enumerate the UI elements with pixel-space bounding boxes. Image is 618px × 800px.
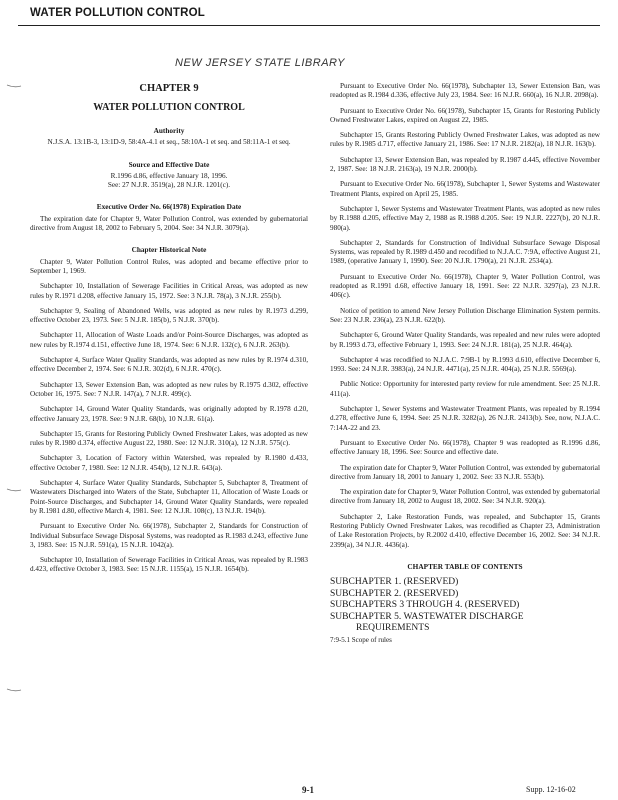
- library-stamp: NEW JERSEY STATE LIBRARY: [175, 57, 345, 69]
- margin-mark: [6, 488, 22, 492]
- history-paragraph: Subchapter 10, Installation of Sewerage Facilities in Critical Areas, was repealed by R.1983 d.423, effective October 3, 1983. See: 15 N.J.R. 1155(a), 15 N.J.R. 1654(b).: [30, 556, 308, 574]
- history-paragraph: Subchapter 4, Surface Water Quality Standards, Subchapter 5, Subchapter 8, Treatment of Wastewaters Discharged into Waters of the State, Subchapter 11, Allocation of Waste Loads or Point-Source Discharges, and Subchapter 14, Ground Water Quality Standards, were repealed by R.1981 d.80, effective March 4, 1981. See: 12 N.J.R. 108(c), 13 N.J.R. 194(b).: [30, 479, 308, 515]
- toc-rule-entry[interactable]: 7:9-5.1 Scope of rules: [330, 635, 392, 644]
- margin-mark: [6, 688, 22, 692]
- history-heading: Chapter Historical Note: [131, 245, 207, 255]
- history-paragraph: The expiration date for Chapter 9, Water Pollution Control, was extended by gubernatorial directive from January 18, 2002 to August 18, 2002. See: 34 N.J.R. 920(a).: [330, 488, 600, 506]
- history-paragraph: Notice of petition to amend New Jersey Pollution Discharge Elimination System permits. See: 23 N.J.R. 236(a), 23 N.J.R. 622(b).: [330, 306, 600, 324]
- right-column: [330, 82, 600, 645]
- history-paragraph: Subchapter 15, Grants for Restoring Publicly Owned Freshwater Lakes, was adopted as new rules by R.1980 d.374, effective August 22, 1980. See: 12 N.J.R. 310(a), 12 N.J.R. 575(c).: [30, 429, 308, 448]
- chapter-title: WATER POLLUTION CONTROL: [93, 102, 245, 113]
- toc-item[interactable]: SUBCHAPTERS 3 THROUGH 4. (RESERVED): [330, 600, 520, 611]
- source-line: See: 27 N.J.R. 3519(a), 28 N.J.R. 1201(c).: [107, 181, 231, 190]
- page-number: 9-1: [302, 785, 314, 795]
- header-rule: [18, 25, 600, 26]
- chapter-number: CHAPTER 9: [139, 83, 199, 94]
- toc-item-continuation: REQUIREMENTS: [356, 623, 430, 634]
- history-paragraph: Pursuant to Executive Order No. 66(1978), Subchapter 1, Sewer Systems and Wastewater Treatment Plants, expired on April 25, 1985.: [330, 180, 600, 198]
- history-paragraph: Subchapter 4, Surface Water Quality Standards, was adopted as new rules by R.1974 d.310, effective December 2, 1974. See: 6 N.J.R. 302(d), 6 N.J.R. 470(c).: [30, 356, 308, 374]
- history-paragraph: Pursuant to Executive Order No. 66(1978), Subchapter 13, Sewer Extension Ban, was readopted as R.1984 d.336, effective July 23, 1984. See: 16 N.J.R. 660(a), 16 N.J.R. 2098(a).: [330, 82, 600, 100]
- toc-heading: CHAPTER TABLE OF CONTENTS: [407, 561, 523, 571]
- history-paragraph: Subchapter 10, Installation of Sewerage Facilities in Critical Areas, was adopted as new rules by R.1971 d.208, effective January 15, 1972. See: 3 N.J.R. 78(a), 3 N.J.R. 255(b).: [30, 282, 308, 300]
- history-paragraph: Public Notice: Opportunity for interested party review for rule amendment. See: 25 N.J.R. 411(a).: [330, 380, 600, 398]
- toc-item[interactable]: SUBCHAPTER 5. WASTEWATER DISCHARGE: [330, 611, 524, 622]
- left-column: [30, 82, 308, 581]
- authority-heading: Authority: [153, 126, 185, 135]
- history-paragraph: Subchapter 13, Sewer Extension Ban, was repealed by R.1987 d.445, effective November 2, 1987. See: 18 N.J.R. 2163(a), 19 N.J.R. 2000(b).: [330, 155, 600, 174]
- history-paragraph: Subchapter 11, Allocation of Waste Loads and/or Point-Source Discharges, was adopted as new rules by R.1974 d.151, effective June 18, 1974. See: 6 N.J.R. 132(c), 6 N.J.R. 263(b).: [30, 331, 308, 349]
- source-heading: Source and Effective Date: [128, 159, 210, 169]
- history-paragraph: Subchapter 6, Ground Water Quality Standards, was repealed and new rules were adopted by R.1993 d.73, effective February 1, 1993. See: 24 N.J.R. 181(a), 25 N.J.R. 464(a).: [330, 331, 600, 349]
- toc-item[interactable]: SUBCHAPTER 1. (RESERVED): [330, 577, 459, 588]
- history-paragraph: Subchapter 13, Sewer Extension Ban, was adopted as new rules by R.1975 d.302, effective October 16, 1975. See: 7 N.J.R. 147(a), 7 N.J.R. 499(c).: [30, 380, 308, 398]
- source-line: R.1996 d.86, effective January 18, 1996.: [110, 171, 228, 180]
- history-paragraph: Subchapter 4 was recodified to N.J.A.C. 7:9B-1 by R.1993 d.610, effective December 6, 1993. See: 24 N.J.R. 3983(a), 24 N.J.R. 4471(a), 25 N.J.R. 404(a), 25 N.J.R. 5569(a).: [330, 355, 600, 374]
- eo-heading: Executive Order No. 66(1978) Expiration Date: [96, 202, 242, 212]
- history-paragraph: Pursuant to Executive Order No. 66(1978), Subchapter 2, Standards for Construction of Individual Subsurface Sewage Disposal Systems, was readopted as R.1983 d.243, effective June 3, 1983. See: 15 N.J.R. 591(a), 15 N.J.R. 1042(a).: [30, 522, 308, 549]
- supplement-date: Supp. 12-16-02: [526, 785, 576, 794]
- running-head: WATER POLLUTION CONTROL: [30, 7, 205, 19]
- history-paragraph: Pursuant to Executive Order No. 66(1978), Chapter 9 was readopted as R.1996 d.86, effective January 18, 1996. See: Source and effective date.: [330, 438, 600, 457]
- history-paragraph: Subchapter 1, Sewer Systems and Wastewater Treatment Plants, was repealed by R.1994 d.278, effective June 6, 1994. See: 25 N.J.R. 3282(a), 26 N.J.R. 2413(b). See, now, N.J.A.C. 7:14A-22 and 23.: [330, 405, 600, 432]
- authority-text: N.J.S.A. 13:1B-3, 13:1D-9, 58:4A-4.1 et seq., 58:10A-1 et seq. and 58:11A-1 et seq.: [47, 138, 291, 147]
- history-paragraph: Subchapter 2, Standards for Construction of Individual Subsurface Sewage Disposal Systems, was repealed by R.1989 d.450 and recodified to N.J.A.C. 7:9A, effective August 21, 1989, (operative January 1, 1990). See: 20 N.J.R. 1790(a), 21 N.J.R. 2534(a).: [330, 238, 600, 266]
- eo-text: The expiration date for Chapter 9, Water Pollution Control, was extended by gubernatorial directive from August 18, 2002 to February 5, 2004. See: 34 N.J.R. 3079(a).: [30, 214, 308, 233]
- history-paragraph: Subchapter 2, Lake Restoration Funds, was repealed, and Subchapter 15, Grants Restoring Publicly Owned Freshwater Lakes, was recodified as Chapter 23, Administration of Lake Restoration Projects, by R.2002 d.410, effective December 16, 2002. See: 34 N.J.R. 2399(a), 34 N.J.R. 4436(a).: [330, 512, 600, 549]
- history-paragraph: Pursuant to Executive Order No. 66(1978), Chapter 9, Water Pollution Control, was readopted as R.1991 d.68, effective January 18, 1991. See: 22 N.J.R. 3297(a), 23 N.J.R. 406(c).: [330, 272, 600, 300]
- history-paragraph: Subchapter 9, Sealing of Abandoned Wells, was adopted as new rules by R.1973 d.299, effective October 23, 1973. See: 5 N.J.R. 185(b), 5 N.J.R. 370(b).: [30, 306, 308, 325]
- history-paragraph: The expiration date for Chapter 9, Water Pollution Control, was extended by gubernatorial directive from January 18, 2001 to January 1, 2002. See: 33 N.J.R. 553(b).: [330, 463, 600, 481]
- history-paragraph: Subchapter 14, Ground Water Quality Standards, was originally adopted by R.1978 d.20, effective January 23, 1978. See: 9 N.J.R. 68(b), 10 N.J.R. 61(a).: [30, 405, 308, 423]
- history-paragraph: Chapter 9, Water Pollution Control Rules, was adopted and became effective prior to September 1, 1969.: [30, 257, 308, 275]
- toc-item[interactable]: SUBCHAPTER 2. (RESERVED): [330, 588, 459, 599]
- history-paragraph: Subchapter 3, Location of Factory within Watershed, was repealed by R.1980 d.433, effective October 7, 1980. See: 12 N.J.R. 454(b), 12 N.J.R. 643(a).: [30, 454, 308, 472]
- margin-mark: [6, 84, 22, 88]
- history-paragraph: Subchapter 1, Sewer Systems and Wastewater Treatment Plants, was adopted as new rules by R.1988 d.205, effective May 2, 1988 as R.1988 d.205. See: 19 N.J.R. 2227(b), 20 N.J.R. 980(a).: [330, 204, 600, 232]
- history-paragraph: Subchapter 15, Grants Restoring Publicly Owned Freshwater Lakes, was adopted as new rules by R.1985 d.717, effective January 21, 1986. See: 17 N.J.R. 2182(a), 18 N.J.R. 163(b).: [330, 131, 600, 149]
- history-paragraph: Pursuant to Executive Order No. 66(1978), Subchapter 15, Grants for Restoring Publicly Owned Freshwater Lakes, expired on August 22, 1985.: [330, 106, 600, 124]
